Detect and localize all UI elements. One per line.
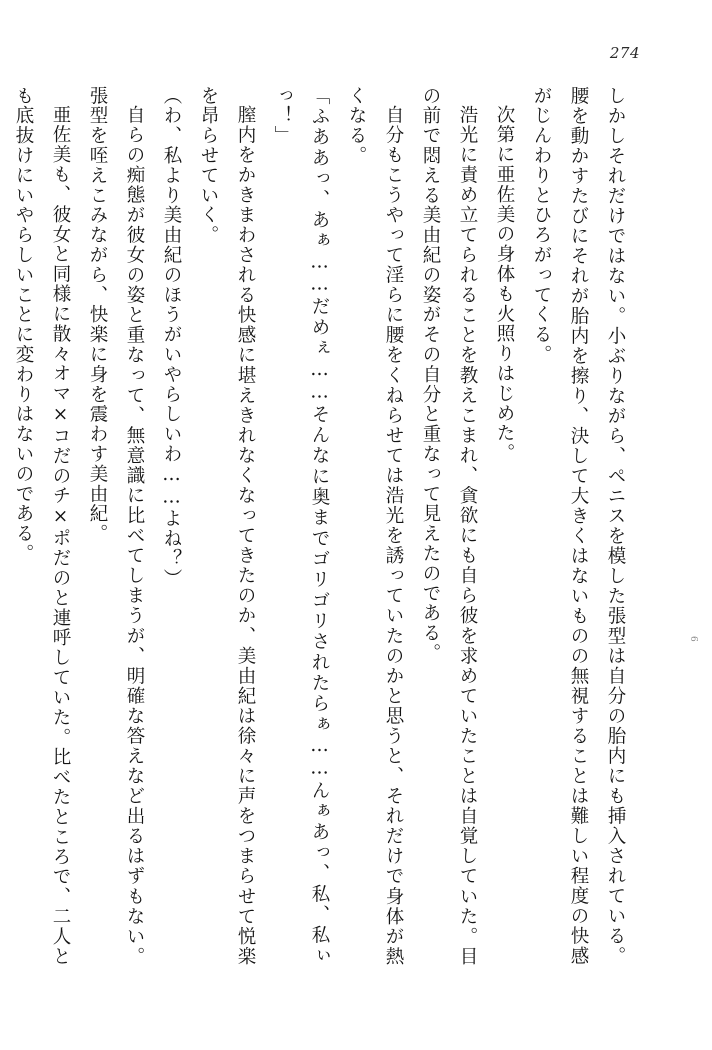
paragraph: 浩光に責め立てられることを教えこまれ、貪欲にも自ら彼を求めていたことは自覚していた。目の前で悶える美由紀の姿がその自分と重なって見えたのである。 [420,86,478,966]
paragraph: 亜佐美も、彼女と同様に散々オマ×コだのチ×ポだのと連呼していた。比べたところで、二人とも底抜けにいやらしいことに変わりはないのである。 [13,86,71,966]
page-number: 274 [609,44,640,62]
paragraph: 自らの痴態が彼女の姿と重なって、無意識に比べてしまうが、明確な答えなど出るはずもない。張型を咥えこみながら、快楽に身を震わす美由紀。 [87,86,145,966]
paragraph: 自分もこうやって淫らに腰をくねらせては浩光を誘っていたのかと思うと、それだけで身体が熱くなる。 [346,86,404,966]
paragraph: しかしそれだけではない。小ぶりながら、ペニスを模した張型は自分の胎内にも挿入されている。腰を動かすたびにそれが胎内を擦り、決して大きくはないものの無視することは難しい程度の快感がじんわりとひろがってくる。 [531,86,626,966]
paragraph: 膣内をかきまわされる快感に堪えきれなくなってきたのか、美由紀は徐々に声をつまらせて悦楽を昂らせていく。 [198,86,256,966]
paragraph: 次第に亜佐美の身体も火照りはじめた。 [494,104,515,463]
side-mark: 6 [688,636,698,642]
paragraph: （わ、私より美由紀のほうがいやらしいわ……よね？） [161,86,182,589]
body-text [13,86,634,966]
paragraph: 「ふああっ、あぁ……だめぇ……そんなに奥までゴリゴリされたらぁ……んぁあっ、私、私ぃっ！」 [272,86,330,966]
